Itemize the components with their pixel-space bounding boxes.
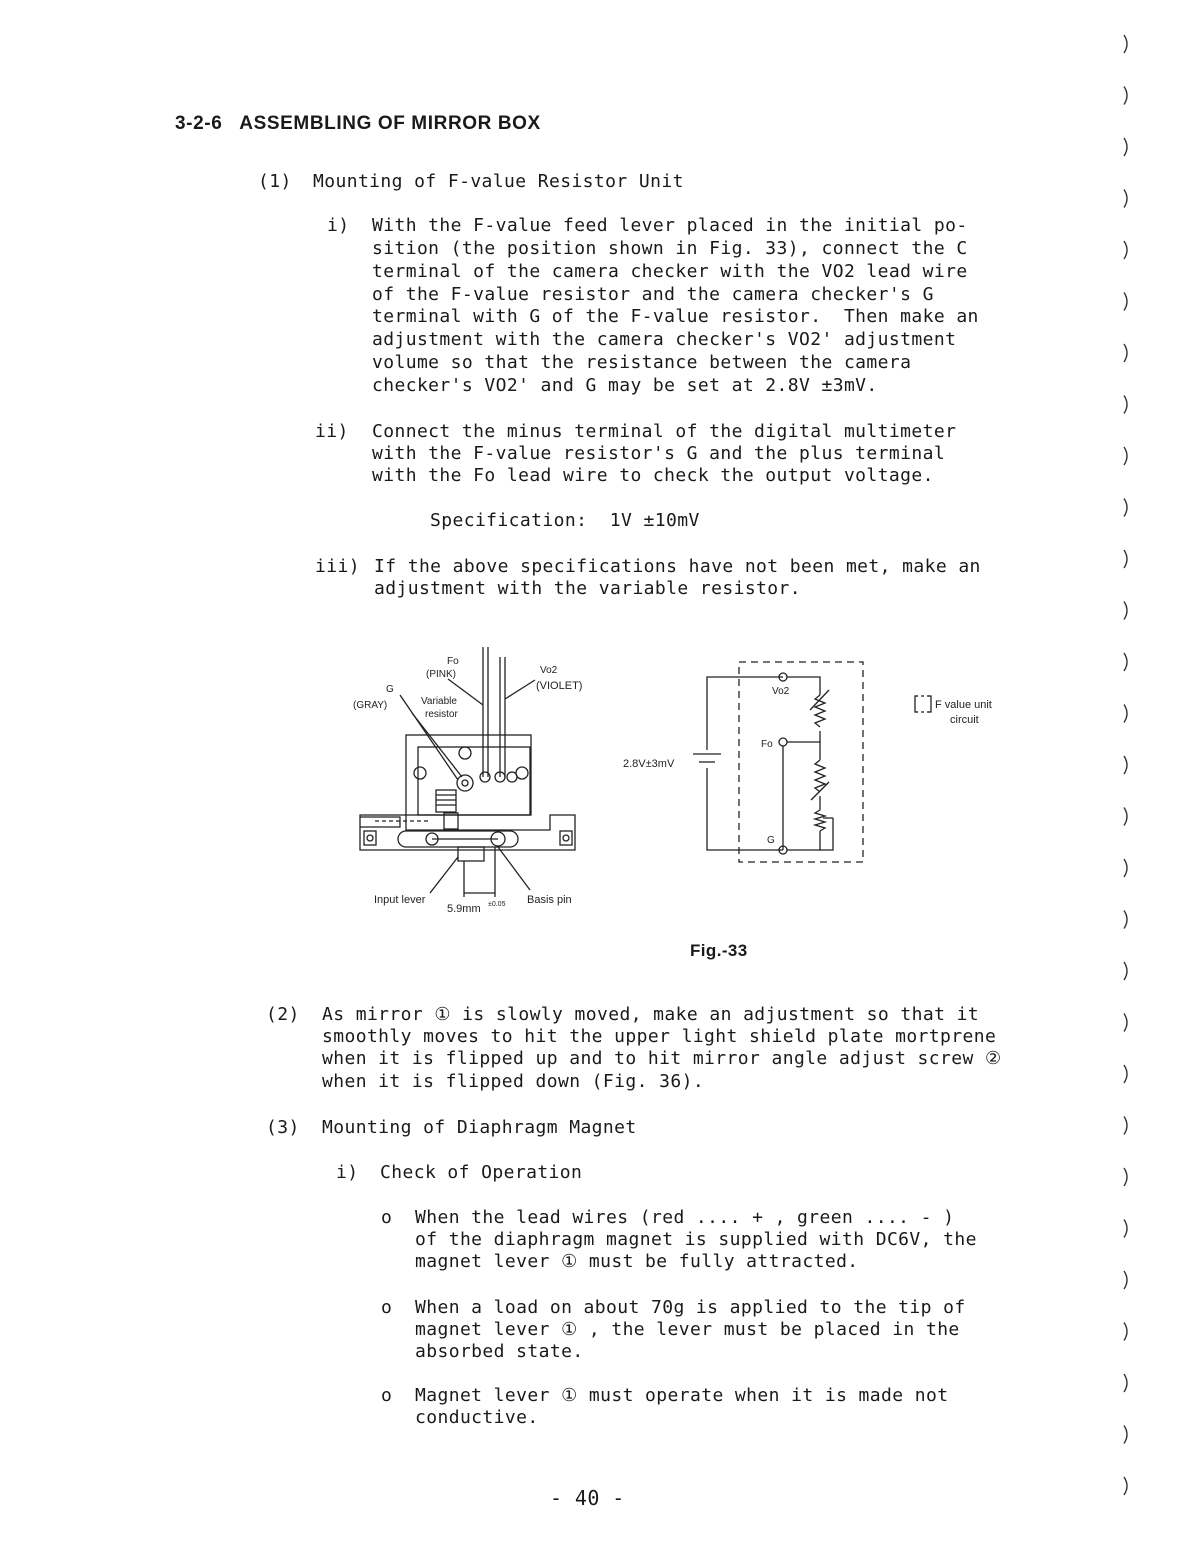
label-battery-voltage: 2.8V±3mV	[623, 758, 675, 770]
binding-mark	[1124, 705, 1127, 723]
text-line: sition (the position shown in Fig. 33), connect the C	[372, 238, 968, 259]
text-line: with the F-value resistor's G and the plus terminal	[372, 443, 946, 464]
item1-label: (1)	[258, 171, 292, 192]
text-line: Magnet lever ① must operate when it is made not	[415, 1385, 949, 1406]
label-g: G	[386, 684, 394, 695]
binding-mark	[1124, 35, 1127, 53]
binding-mark	[1124, 808, 1127, 826]
text-line: magnet lever ① , the lever must be placed in the	[415, 1319, 960, 1340]
binding-mark	[1124, 602, 1127, 620]
text-line: when it is flipped up and to hit mirror angle adjust screw ②	[322, 1048, 1002, 1069]
text-line: checker's VO2' and G may be set at 2.8V ±3mV.	[372, 375, 878, 396]
text-line: When the lead wires (red .... + , green .... - )	[415, 1207, 955, 1228]
text-line: magnet lever ① must be fully attracted.	[415, 1251, 859, 1272]
text-line: of the F-value resistor and the camera checker's G	[372, 284, 934, 305]
label-g-terminal: G	[767, 835, 775, 846]
step-number: ii)	[315, 421, 349, 442]
item1-title: Mounting of F-value Resistor Unit	[313, 171, 684, 192]
binding-marks	[1110, 30, 1140, 1550]
legend-circuit: circuit	[950, 714, 979, 726]
binding-mark	[1124, 962, 1127, 980]
text-line: With the F-value feed lever placed in the initial po-	[372, 215, 968, 236]
label-fo: Fo	[447, 656, 459, 667]
legend-f-value-unit: F value unit	[935, 699, 992, 711]
label-pink: (PINK)	[426, 669, 456, 680]
binding-mark	[1124, 87, 1127, 105]
text-line: adjustment with the variable resistor.	[374, 578, 802, 599]
binding-mark	[1124, 653, 1127, 671]
label-variable: Variable	[421, 696, 457, 707]
binding-mark	[1124, 911, 1127, 929]
text-line: absorbed state.	[415, 1341, 584, 1362]
figure-caption: Fig.-33	[690, 941, 748, 960]
binding-mark	[1124, 447, 1127, 465]
item3-title: Mounting of Diaphragm Magnet	[322, 1117, 637, 1138]
specification: Specification: 1V ±10mV	[430, 510, 700, 531]
label-vo2: Vo2	[540, 665, 558, 676]
binding-mark	[1124, 293, 1127, 311]
resistor-unit-drawing	[340, 635, 610, 920]
label-fo-terminal: Fo	[761, 739, 773, 750]
binding-mark	[1124, 138, 1127, 156]
sub-step-title: Check of Operation	[380, 1162, 583, 1183]
text-line: terminal of the camera checker with the VO2 lead wire	[372, 261, 968, 282]
text-line: smoothly moves to hit the upper light shield plate mortprene	[322, 1026, 997, 1047]
label-resistor: resistor	[425, 709, 458, 720]
binding-mark	[1124, 1323, 1127, 1341]
binding-mark	[1124, 344, 1127, 362]
circuit-diagram	[615, 650, 1035, 875]
text-line: When a load on about 70g is applied to the tip of	[415, 1297, 966, 1318]
binding-mark	[1124, 190, 1127, 208]
label-dimension: 5.9mm	[447, 903, 481, 915]
text-line: terminal with G of the F-value resistor. Then make an	[372, 306, 979, 327]
binding-mark	[1124, 1477, 1127, 1495]
binding-mark	[1124, 1426, 1127, 1444]
label-basis-pin: Basis pin	[527, 894, 572, 906]
text-line: As mirror ① is slowly moved, make an adjustment so that it	[322, 1004, 980, 1025]
binding-mark	[1124, 1014, 1127, 1032]
text-line: when it is flipped down (Fig. 36).	[322, 1071, 705, 1092]
bullet-mark: o	[381, 1297, 393, 1318]
binding-mark	[1124, 756, 1127, 774]
text-line: Connect the minus terminal of the digital multimeter	[372, 421, 957, 442]
text-line: volume so that the resistance between the camera	[372, 352, 912, 373]
text-line: adjustment with the camera checker's VO2' adjustment	[372, 329, 957, 350]
binding-mark	[1124, 1168, 1127, 1186]
binding-mark	[1124, 499, 1127, 517]
binding-mark	[1124, 396, 1127, 414]
item2-label: (2)	[266, 1004, 300, 1025]
label-gray: (GRAY)	[353, 700, 388, 711]
binding-mark	[1124, 1117, 1127, 1135]
sub-step-number: i)	[336, 1162, 359, 1183]
binding-mark	[1124, 550, 1127, 568]
step-number: i)	[327, 215, 350, 236]
step-number: iii)	[315, 556, 360, 577]
binding-mark	[1124, 1271, 1127, 1289]
section-heading: 3-2-6 ASSEMBLING OF MIRROR BOX	[175, 113, 541, 134]
binding-mark	[1124, 1374, 1127, 1392]
binding-mark	[1124, 1220, 1127, 1238]
text-line: with the Fo lead wire to check the output voltage.	[372, 465, 934, 486]
bullet-mark: o	[381, 1207, 393, 1228]
page-number: - 40 -	[550, 1486, 625, 1510]
label-tolerance: ±0.05	[488, 901, 506, 908]
binding-mark	[1124, 1065, 1127, 1083]
text-line: If the above specifications have not been met, make an	[374, 556, 981, 577]
bullet-mark: o	[381, 1385, 393, 1406]
text-line: conductive.	[415, 1407, 539, 1428]
text-line: of the diaphragm magnet is supplied with DC6V, the	[415, 1229, 977, 1250]
binding-mark	[1124, 241, 1127, 259]
label-violet: (VIOLET)	[536, 680, 583, 692]
label-vo2-terminal: Vo2	[772, 686, 790, 697]
label-input-lever: Input lever	[374, 894, 426, 906]
binding-mark	[1124, 859, 1127, 877]
item3-label: (3)	[266, 1117, 300, 1138]
